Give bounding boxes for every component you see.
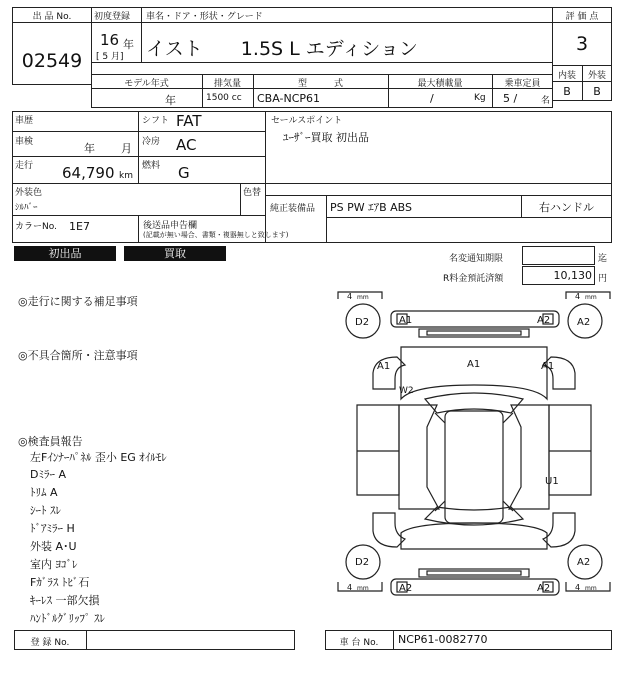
post-delivery-label: 後送品申告欄 — [143, 221, 198, 231]
inspector-line: 左Fｲﾝﾅｰﾊﾟﾈﾙ 歪小 EG ｵｲﾙﾓﾚ — [30, 451, 167, 464]
tire-unit: mm — [357, 585, 369, 592]
rear-left-fender — [373, 513, 405, 547]
damage-code: U1 — [545, 476, 559, 487]
windshield — [425, 393, 523, 413]
model-year-unit: 年 — [165, 94, 176, 107]
damage-code: A1 — [399, 315, 413, 326]
equipment-label: 純正装備品 — [270, 204, 316, 214]
buyback-badge: 買取 — [124, 246, 226, 261]
front-grille — [419, 329, 529, 337]
transfer-deadline-label: 名変通知期限 — [449, 254, 504, 264]
vehicle-damage-diagram — [335, 287, 613, 630]
front-grille-slot — [427, 331, 521, 335]
recycle-fee-label: R料金預託済額 — [443, 274, 504, 284]
capacity-label: 乗車定員 — [504, 79, 541, 89]
fuel-value: G — [178, 164, 190, 182]
defects-title: ◎不具合箇所・注意事項 — [18, 349, 138, 362]
lot-number: 02549 — [21, 50, 83, 72]
damage-code: A1 — [377, 361, 391, 372]
color-no: 1E7 — [69, 220, 90, 233]
rear-panel — [419, 569, 529, 577]
damage-code: A1 — [541, 361, 555, 372]
chassis-number-label: 車 台 No. — [339, 638, 379, 648]
left-window-frame — [399, 405, 439, 509]
score: 3 — [575, 33, 589, 55]
inspection-year-unit: 年 — [84, 142, 95, 155]
recycle-fee-unit: 円 — [598, 274, 608, 284]
damage-code: A1 — [467, 359, 481, 370]
tire-depth-front-right: 4 — [575, 292, 581, 301]
inspection-month-unit: 月 — [121, 142, 132, 155]
interior-label: 内装 — [557, 71, 576, 81]
capacity: 5 / — [503, 92, 518, 105]
max-load: / — [430, 92, 434, 105]
registration-number-label: 登 録 No. — [30, 638, 70, 648]
recycle-fee: 10,130 — [553, 269, 592, 282]
mileage-unit: km — [119, 171, 133, 181]
roof — [445, 411, 503, 523]
exterior-label: 外装 — [587, 71, 606, 81]
transfer-deadline-field — [522, 246, 595, 265]
front-bumper — [391, 311, 559, 327]
tire-depth-rear-right: 4 — [575, 583, 581, 592]
repaint-label: 色替 — [243, 188, 262, 198]
exterior-color: ｼﾙﾊﾞｰ — [15, 203, 38, 213]
interior-grade: B — [563, 85, 571, 98]
rear-bumper — [391, 579, 559, 595]
rear-panel-slot — [427, 571, 521, 575]
hood — [401, 347, 547, 399]
inspector-line: Dﾐﾗｰ A — [30, 468, 66, 481]
damage-code: D2 — [355, 557, 370, 568]
fuel-label: 燃料 — [142, 161, 161, 171]
damage-code: A2 — [577, 557, 591, 568]
rear-window — [425, 507, 523, 525]
rear-right-fender — [543, 513, 575, 547]
inspector-line: ﾊﾝﾄﾞﾙｸﾞﾘｯﾌﾟ ｽﾚ — [30, 612, 105, 625]
inspector-line: ﾄﾘﾑ A — [30, 486, 58, 499]
sales-point: ﾕｰｻﾞｰ買取 初出品 — [283, 131, 369, 144]
damage-code: A2 — [537, 583, 551, 594]
capacity-unit: 名 — [541, 96, 551, 106]
model-year-label: モデル年式 — [124, 79, 169, 89]
steering: 右ハンドル — [539, 201, 594, 214]
max-load-label: 最大積載量 — [417, 79, 463, 89]
sales-point-label: セールスポイント — [271, 116, 343, 126]
displacement: 1500 cc — [206, 93, 242, 103]
inspector-line: ﾄﾞｱﾐﾗｰ H — [30, 522, 75, 535]
first-registration-year: 16 — [100, 31, 120, 49]
tire-unit: mm — [585, 585, 597, 592]
inspector-line: 外装 A･U — [30, 540, 77, 553]
displacement-label: 排気量 — [213, 79, 241, 89]
tire-unit: mm — [585, 294, 597, 301]
lot-number-label: 出 品 No. — [32, 12, 72, 22]
left-side-body — [357, 405, 399, 495]
mileage-value: 64,790 — [62, 164, 115, 182]
type-label: 型 式 — [297, 79, 343, 89]
pillar-lines — [435, 413, 513, 511]
max-load-unit: Kg — [474, 93, 486, 103]
first-registration-month: [ 5 月] — [96, 52, 124, 62]
model-type: CBA-NCP61 — [257, 92, 321, 105]
inspector-line: ｷｰﾚｽ 一部欠損 — [30, 594, 100, 607]
damage-code: D2 — [355, 317, 370, 328]
ac-value: AC — [176, 136, 197, 154]
exterior-color-label: 外装色 — [15, 188, 43, 198]
inspector-line: Fｶﾞﾗｽ ﾄﾋﾞ石 — [30, 576, 90, 589]
post-delivery-note: (記載が無い場合、書類・複器無しと致します) — [143, 231, 289, 239]
tire-depth-front-left: 4 — [347, 292, 353, 301]
year-unit: 年 — [123, 38, 134, 51]
right-window-frame — [509, 405, 549, 509]
damage-code: W2 — [399, 386, 414, 396]
car-name: イスト 1.5S L エディション — [146, 38, 418, 60]
trunk — [401, 523, 547, 549]
shift-value: FAT — [176, 112, 202, 130]
inspector-report-title: ◎検査員報告 — [18, 435, 83, 448]
driving-notes-title: ◎走行に関する補足事項 — [18, 295, 138, 308]
mileage-label: 走行 — [15, 161, 34, 171]
ac-label: 冷房 — [142, 137, 161, 147]
shift-label: シフト — [142, 116, 170, 126]
history-label: 車歴 — [15, 116, 34, 126]
color-no-label: カラーNo. — [15, 222, 57, 232]
damage-code: A2 — [537, 315, 551, 326]
car-name-label: 車名・ドア・形状・グレード — [146, 12, 263, 22]
tire-depth-rear-left: 4 — [347, 583, 353, 592]
exterior-grade: B — [593, 85, 601, 98]
equipment: PS PW ｴｱB ABS — [330, 201, 413, 214]
transfer-deadline-unit: 迄 — [598, 254, 608, 264]
score-label: 評 価 点 — [565, 12, 599, 22]
inspector-line: ｼｰﾄ ｽﾚ — [30, 504, 61, 517]
chassis-number: NCP61-0082770 — [398, 633, 488, 646]
first-registration-label: 初度登録 — [94, 12, 131, 22]
damage-code: A2 — [399, 583, 413, 594]
inspector-line: 室内 ﾖｺﾞﾚ — [30, 558, 78, 571]
tire-unit: mm — [357, 294, 369, 301]
first-listing-badge: 初出品 — [14, 246, 116, 261]
damage-code: A2 — [577, 317, 591, 328]
inspection-label: 車検 — [15, 137, 34, 147]
